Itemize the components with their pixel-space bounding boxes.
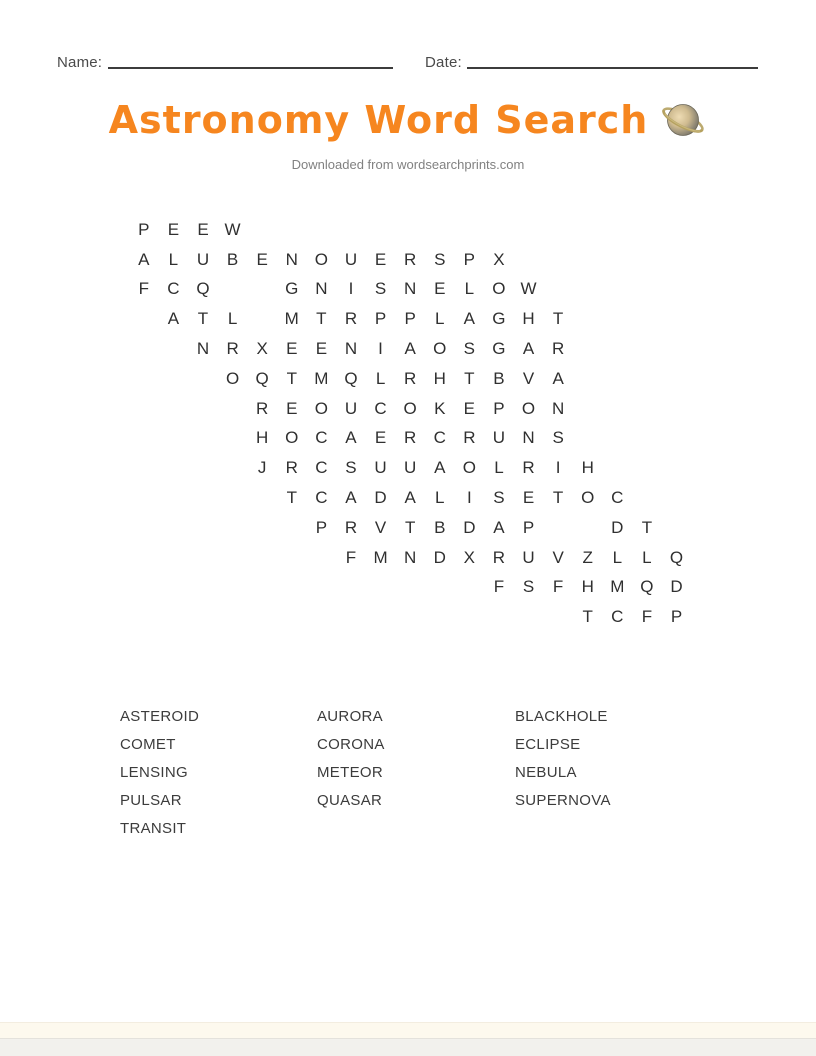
grid-cell	[159, 573, 189, 603]
grid-cell: O	[462, 458, 476, 478]
grid-cell	[307, 215, 337, 245]
grid-cell	[188, 453, 218, 483]
grid-cell: A	[522, 339, 535, 359]
grid-cell	[603, 245, 633, 275]
grid-cell	[573, 275, 603, 305]
grid-cell: T	[286, 488, 297, 508]
grid-cell	[395, 573, 425, 603]
grid-cell	[603, 215, 633, 245]
grid-cell	[218, 573, 248, 603]
grid-cell: R	[551, 339, 565, 359]
grid-cell: S	[493, 488, 505, 508]
grid-cell: T	[286, 368, 297, 388]
word-list-column	[515, 706, 611, 818]
grid-cell: D	[670, 577, 683, 597]
date-label: Date:	[425, 54, 462, 71]
grid-cell: F	[552, 577, 564, 597]
grid-cell: L	[435, 488, 445, 508]
grid-cell: E	[286, 398, 298, 418]
grid-cell	[366, 215, 396, 245]
grid-cell: E	[522, 488, 535, 508]
date-input-line	[467, 67, 758, 69]
grid-cell: G	[285, 279, 299, 299]
grid-cell: E	[256, 249, 268, 269]
grid-cell	[247, 304, 277, 334]
grid-cell: T	[641, 517, 653, 537]
grid-cell	[129, 334, 159, 364]
grid-cell: X	[493, 249, 505, 269]
grid-cell: X	[256, 339, 268, 359]
grid-cell: W	[520, 279, 537, 299]
grid-cell	[188, 543, 218, 573]
word-item: ASTEROID	[120, 708, 200, 725]
grid-cell	[603, 275, 633, 305]
grid-cell: H	[581, 577, 594, 597]
grid-cell	[188, 602, 218, 632]
grid-cell: C	[611, 488, 624, 508]
grid-cell	[307, 573, 337, 603]
grid-cell: Q	[196, 279, 210, 299]
grid-cell	[336, 215, 366, 245]
grid-cell	[455, 602, 485, 632]
grid-cell	[366, 573, 396, 603]
grid-cell: R	[226, 339, 239, 359]
grid-cell	[425, 215, 455, 245]
grid-cell	[662, 304, 692, 334]
grid-cell	[632, 304, 662, 334]
grid-cell: Q	[640, 577, 654, 597]
grid-cell	[159, 513, 189, 543]
grid-cell	[632, 215, 662, 245]
grid-cell	[632, 364, 662, 394]
grid-cell	[603, 304, 633, 334]
grid-cell	[218, 513, 248, 543]
source-credit-text: Downloaded from wordsearchprints.com	[291, 157, 525, 172]
grid-cell	[573, 394, 603, 424]
grid-cell: H	[522, 309, 535, 329]
grid-cell: N	[522, 428, 535, 448]
word-item: TRANSIT	[120, 820, 187, 837]
grid-cell	[603, 334, 633, 364]
grid-cell: V	[552, 547, 564, 567]
grid-cell: H	[433, 368, 446, 388]
grid-cell: O	[225, 368, 240, 388]
grid-cell: L	[435, 309, 445, 329]
grid-cell: O	[314, 398, 328, 418]
grid-cell: A	[404, 488, 416, 508]
grid-cell: P	[315, 517, 328, 537]
grid-cell: E	[315, 339, 328, 359]
grid-cell: P	[522, 517, 535, 537]
grid-cell	[218, 424, 248, 454]
grid-cell: O	[314, 249, 328, 269]
grid-cell	[514, 602, 544, 632]
grid-cell	[632, 275, 662, 305]
grid-cell: U	[344, 249, 358, 269]
grid-cell	[307, 602, 337, 632]
grid-cell	[573, 215, 603, 245]
grid-cell	[188, 394, 218, 424]
grid-cell: T	[316, 309, 327, 329]
grid-cell: E	[434, 279, 446, 299]
grid-cell: G	[492, 309, 506, 329]
grid-cell: S	[522, 577, 535, 597]
grid-cell: E	[197, 219, 209, 239]
grid-cell: N	[315, 279, 328, 299]
grid-cell: F	[641, 607, 653, 627]
grid-cell	[336, 602, 366, 632]
grid-cell: H	[256, 428, 269, 448]
grid-cell	[247, 543, 277, 573]
grid-cell: C	[315, 458, 328, 478]
grid-cell	[662, 275, 692, 305]
grid-cell: O	[403, 398, 417, 418]
grid-cell	[129, 304, 159, 334]
grid-cell	[395, 215, 425, 245]
grid-cell	[129, 573, 159, 603]
grid-cell: I	[466, 488, 472, 508]
grid-cell: A	[493, 517, 505, 537]
grid-cell	[543, 602, 573, 632]
grid-cell: R	[404, 249, 417, 269]
grid-cell	[543, 245, 573, 275]
grid-cell: T	[404, 517, 416, 537]
grid-cell	[129, 364, 159, 394]
word-list-column	[120, 706, 199, 846]
grid-cell: F	[345, 547, 357, 567]
word-item: CORONA	[317, 736, 385, 753]
grid-cell	[573, 364, 603, 394]
grid-cell: E	[167, 219, 180, 239]
grid-cell: P	[463, 249, 475, 269]
grid-cell: C	[315, 428, 328, 448]
grid-cell: V	[522, 368, 535, 388]
grid-cell: G	[492, 339, 506, 359]
grid-cell: D	[463, 517, 476, 537]
grid-cell: O	[492, 279, 506, 299]
grid-cell	[662, 394, 692, 424]
grid-cell: J	[257, 458, 267, 478]
grid-cell	[188, 364, 218, 394]
grid-cell: D	[374, 488, 387, 508]
grid-cell	[247, 602, 277, 632]
grid-cell: R	[522, 458, 535, 478]
grid-cell: V	[374, 517, 387, 537]
grid-cell	[247, 573, 277, 603]
grid-cell	[484, 602, 514, 632]
grid-cell: Z	[582, 547, 593, 567]
word-list	[0, 706, 816, 846]
grid-cell: N	[551, 398, 565, 418]
grid-cell: A	[345, 488, 357, 508]
grid-cell: F	[138, 279, 149, 299]
grid-cell: M	[284, 309, 299, 329]
grid-cell	[632, 483, 662, 513]
grid-cell: O	[581, 488, 595, 508]
grid-cell	[632, 334, 662, 364]
grid-cell	[573, 304, 603, 334]
grid-cell	[603, 453, 633, 483]
grid-cell: B	[226, 249, 239, 269]
grid-cell	[307, 543, 337, 573]
grid-cell	[129, 394, 159, 424]
grid-cell	[159, 364, 189, 394]
grid-cell: T	[197, 309, 209, 329]
grid-cell	[129, 602, 159, 632]
grid-cell	[662, 424, 692, 454]
word-item: PULSAR	[120, 792, 182, 809]
grid-cell: R	[285, 458, 298, 478]
grid-cell: M	[610, 577, 625, 597]
grid-cell: N	[404, 547, 417, 567]
grid-cell	[573, 334, 603, 364]
grid-cell	[218, 275, 248, 305]
grid-cell	[543, 215, 573, 245]
word-item: ECLIPSE	[515, 736, 581, 753]
word-item: COMET	[120, 736, 176, 753]
grid-cell	[455, 573, 485, 603]
grid-cell	[662, 483, 692, 513]
grid-cell	[573, 424, 603, 454]
grid-cell	[188, 513, 218, 543]
grid-cell	[662, 453, 692, 483]
page-edge-strip-gray	[0, 1038, 816, 1056]
grid-cell: Q	[669, 547, 684, 567]
grid-cell: A	[552, 368, 564, 388]
grid-cell: N	[404, 279, 417, 299]
grid-cell	[484, 215, 514, 245]
grid-cell: I	[555, 458, 561, 478]
word-item: SUPERNOVA	[515, 792, 611, 809]
grid-cell: C	[167, 279, 180, 299]
grid-cell: E	[374, 428, 387, 448]
grid-cell: L	[168, 249, 179, 269]
grid-cell: T	[582, 607, 593, 627]
grid-cell: H	[581, 458, 594, 478]
grid-cell: B	[434, 517, 446, 537]
grid-cell	[662, 245, 692, 275]
grid-cell: R	[404, 368, 417, 388]
grid-cell: A	[138, 249, 150, 269]
grid-cell	[188, 483, 218, 513]
grid-cell	[218, 602, 248, 632]
grid-cell	[277, 215, 307, 245]
grid-cell	[247, 483, 277, 513]
grid-cell	[395, 602, 425, 632]
grid-cell: Q	[255, 368, 269, 388]
grid-cell: L	[464, 279, 475, 299]
grid-cell: C	[433, 428, 446, 448]
grid-cell: O	[433, 339, 447, 359]
grid-cell	[129, 513, 159, 543]
grid-cell: L	[642, 547, 652, 567]
grid-cell: U	[522, 547, 535, 567]
grid-cell	[543, 275, 573, 305]
grid-cell	[662, 215, 692, 245]
name-input-line	[108, 67, 393, 69]
grid-cell: I	[348, 279, 354, 299]
grid-cell: T	[464, 368, 475, 388]
word-item: AURORA	[317, 708, 383, 725]
grid-cell	[455, 215, 485, 245]
word-item: NEBULA	[515, 764, 577, 781]
word-item: QUASAR	[317, 792, 383, 809]
grid-cell: L	[227, 309, 238, 329]
grid-cell: S	[345, 458, 357, 478]
page-edge-strip-cream	[0, 1022, 816, 1039]
grid-cell	[247, 275, 277, 305]
grid-cell	[366, 602, 396, 632]
grid-cell	[247, 215, 277, 245]
grid-cell: R	[344, 309, 358, 329]
grid-cell: A	[167, 309, 180, 329]
grid-cell: S	[552, 428, 564, 448]
word-list-column	[317, 706, 385, 818]
grid-cell	[159, 394, 189, 424]
grid-cell: N	[344, 339, 358, 359]
grid-cell: C	[374, 398, 387, 418]
grid-cell: T	[552, 488, 564, 508]
grid-cell: A	[434, 458, 446, 478]
grid-cell	[129, 424, 159, 454]
grid-cell	[159, 334, 189, 364]
grid-cell	[159, 483, 189, 513]
grid-cell: B	[493, 368, 505, 388]
grid-cell	[543, 513, 573, 543]
grid-cell: I	[378, 339, 383, 359]
grid-cell: X	[463, 547, 475, 567]
page-title-text: Astronomy Word Search	[108, 98, 649, 142]
grid-cell: N	[285, 249, 298, 269]
grid-cell	[129, 543, 159, 573]
grid-cell: L	[375, 368, 386, 388]
grid-cell: U	[196, 249, 210, 269]
grid-cell	[129, 483, 159, 513]
grid-cell: P	[374, 309, 387, 329]
grid-cell: U	[492, 428, 506, 448]
grid-cell: F	[493, 577, 505, 597]
grid-cell	[662, 513, 692, 543]
grid-cell: P	[493, 398, 505, 418]
grid-cell: N	[196, 339, 210, 359]
grid-cell: R	[344, 517, 358, 537]
grid-cell: E	[286, 339, 298, 359]
grid-cell	[336, 573, 366, 603]
grid-cell: C	[315, 488, 328, 508]
grid-cell: A	[404, 339, 416, 359]
grid-cell: A	[463, 309, 475, 329]
grid-cell	[632, 245, 662, 275]
grid-cell	[514, 215, 544, 245]
grid-cell	[573, 245, 603, 275]
grid-cell: S	[434, 249, 446, 269]
grid-cell	[159, 453, 189, 483]
grid-cell: D	[611, 517, 624, 537]
grid-cell: S	[374, 279, 387, 299]
grid-cell	[425, 573, 455, 603]
grid-cell	[603, 364, 633, 394]
grid-cell: Q	[344, 368, 358, 388]
grid-cell	[662, 334, 692, 364]
word-item: METEOR	[317, 764, 383, 781]
grid-cell	[277, 513, 307, 543]
grid-cell	[218, 453, 248, 483]
grid-cell	[632, 394, 662, 424]
name-label: Name:	[57, 54, 103, 71]
grid-cell: U	[344, 398, 358, 418]
grid-cell	[247, 513, 277, 543]
grid-cell: A	[345, 428, 357, 448]
grid-cell	[188, 573, 218, 603]
grid-cell	[218, 394, 248, 424]
grid-cell: R	[404, 428, 417, 448]
grid-cell: R	[256, 398, 269, 418]
grid-cell	[277, 602, 307, 632]
grid-cell: U	[404, 458, 417, 478]
saturn-icon	[660, 96, 707, 144]
word-item: LENSING	[120, 764, 188, 781]
grid-cell: M	[373, 547, 388, 567]
grid-cell: O	[521, 398, 536, 418]
grid-cell: P	[138, 219, 150, 239]
grid-cell	[632, 453, 662, 483]
grid-cell	[129, 453, 159, 483]
grid-cell: R	[492, 547, 506, 567]
puzzle-grid	[129, 215, 691, 632]
grid-cell: S	[463, 339, 475, 359]
grid-cell	[218, 483, 248, 513]
grid-cell	[662, 364, 692, 394]
grid-cell	[632, 424, 662, 454]
grid-cell	[277, 573, 307, 603]
grid-cell	[159, 543, 189, 573]
grid-cell: L	[494, 458, 504, 478]
grid-cell: R	[463, 428, 476, 448]
grid-cell: D	[433, 547, 446, 567]
page-title	[0, 96, 816, 144]
grid-cell	[218, 543, 248, 573]
grid-cell	[603, 424, 633, 454]
grid-cell	[425, 602, 455, 632]
grid-cell: U	[374, 458, 387, 478]
grid-cell: M	[314, 368, 329, 388]
grid-cell	[514, 245, 544, 275]
grid-cell	[159, 424, 189, 454]
grid-cell	[159, 602, 189, 632]
grid-cell: C	[611, 607, 624, 627]
grid-cell: E	[463, 398, 475, 418]
grid-cell	[277, 543, 307, 573]
grid-cell	[573, 513, 603, 543]
grid-cell	[603, 394, 633, 424]
grid-cell: O	[285, 428, 299, 448]
grid-cell: P	[404, 309, 416, 329]
word-item: BLACKHOLE	[515, 708, 608, 725]
grid-cell: L	[612, 547, 623, 567]
grid-cell: W	[224, 219, 241, 239]
grid-cell: T	[552, 309, 564, 329]
grid-cell: E	[374, 249, 387, 269]
grid-cell: K	[434, 398, 446, 418]
grid-cell: P	[670, 607, 683, 627]
grid-cell	[188, 424, 218, 454]
